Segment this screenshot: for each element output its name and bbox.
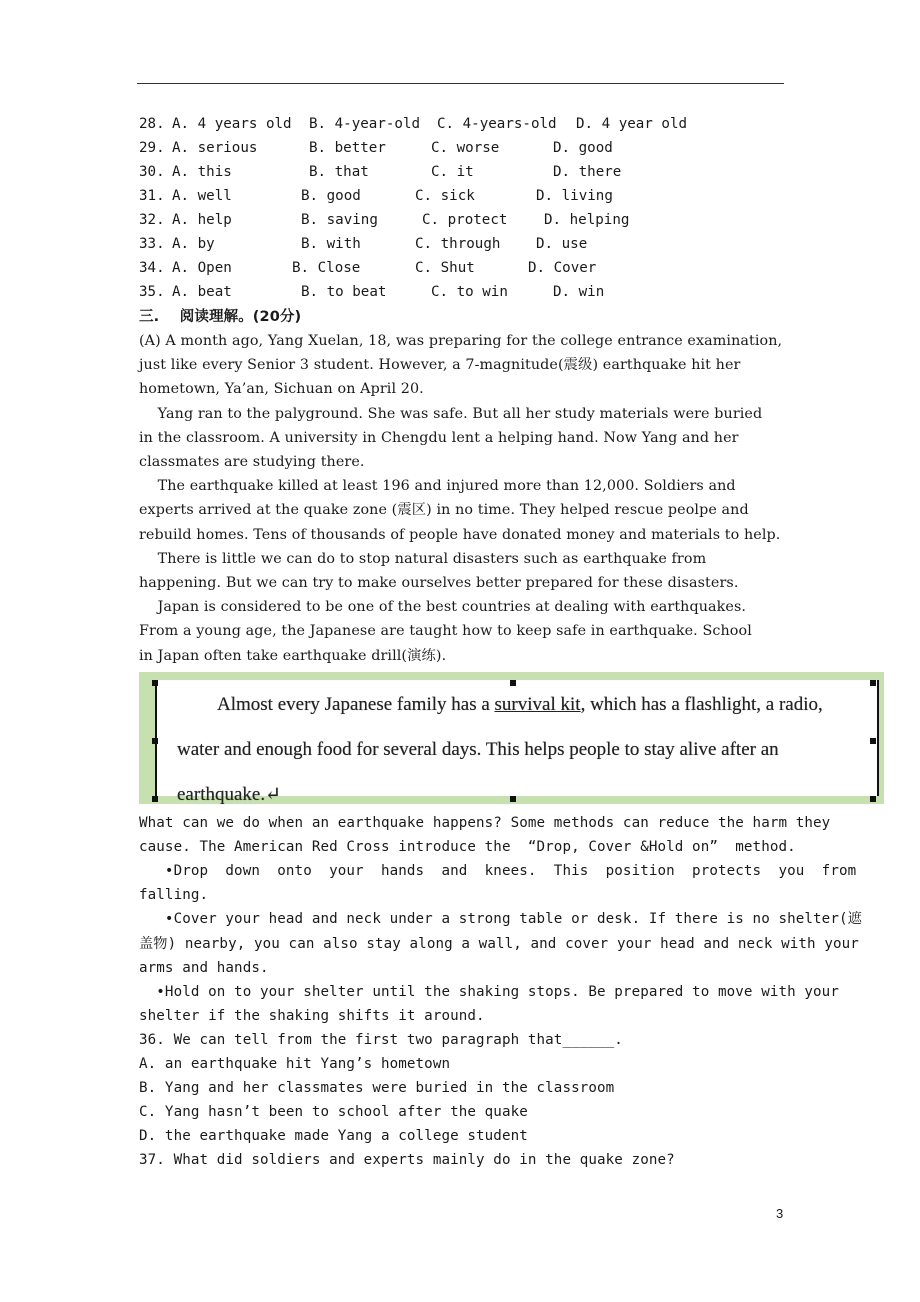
option-a: A. serious	[172, 140, 258, 156]
option-c: C. sick	[415, 188, 475, 204]
option-a: A. this	[172, 164, 232, 180]
option-b: B. with	[301, 236, 361, 252]
option-d: D. there	[553, 164, 622, 180]
question-line: A. an earthquake hit Yang’s hometown	[139, 1056, 451, 1072]
passage-line: From a young age, the Japanese are taught how to keep safe in earthquake. School	[139, 623, 752, 640]
option-b: B. better	[309, 140, 386, 156]
option-d: D. Cover	[528, 260, 597, 276]
resize-handle-tc[interactable]	[510, 680, 516, 686]
option-a: A. 4 years old	[172, 116, 292, 132]
method-line: shelter if the shaking shifts it around.	[139, 1007, 485, 1024]
passage-line: Yang ran to the palyground. She was safe. But all her study materials were buried	[139, 405, 763, 422]
question-number: 29.	[139, 140, 165, 156]
question-number: 32.	[139, 212, 165, 228]
box-line3: earthquake.↵	[177, 784, 282, 805]
option-c: C. it	[431, 164, 474, 180]
passage-line: (A) A month ago, Yang Xuelan, 18, was preparing for the college entrance examination,	[139, 333, 783, 349]
option-d: D. use	[536, 236, 588, 252]
question-line: C. Yang hasn’t been to school after the quake	[139, 1104, 528, 1121]
option-a: A. beat	[172, 284, 232, 300]
method-line: arms and hands.	[139, 959, 269, 976]
method-line: falling.	[139, 887, 209, 904]
box-line1-after: , which has a flashlight, a radio,	[580, 694, 823, 715]
box-line1-underlined: survival kit	[494, 694, 581, 715]
method-line: •Cover your head and neck under a strong table or desk. If there is no shelter(遮	[139, 911, 862, 928]
option-c: C. through	[415, 236, 501, 252]
option-c: C. protect	[422, 212, 508, 228]
passage-line: in the classroom. A university in Chengdu lent a helping hand. Now Yang and her	[139, 429, 739, 446]
passage-line: in Japan often take earthquake drill(演练).	[139, 647, 447, 664]
passage-line: happening. But we can try to make ourselves better prepared for these disasters.	[139, 575, 739, 591]
option-a: A. help	[172, 212, 232, 228]
method-line: •Drop down onto your hands and knees. This position protects you from	[139, 863, 857, 880]
resize-handle-bl[interactable]	[152, 796, 158, 802]
passage-line: classmates are studying there.	[139, 454, 365, 470]
option-d: D. good	[553, 140, 613, 156]
resize-handle-ml[interactable]	[152, 738, 158, 744]
option-b: B. to beat	[301, 284, 387, 300]
passage-line: There is little we can do to stop natural disasters such as earthquake from	[139, 550, 707, 567]
option-b: B. Close	[292, 260, 361, 276]
question-number: 30.	[139, 164, 165, 180]
option-d: D. helping	[544, 212, 630, 228]
method-line: 盖物) nearby, you can also stay along a wall, and cover your head and neck with your	[139, 935, 859, 952]
option-b: B. saving	[301, 212, 378, 228]
option-c: C. to win	[431, 284, 508, 300]
passage-line: Japan is considered to be one of the best countries at dealing with earthquakes.	[139, 599, 747, 616]
option-b: B. good	[301, 188, 361, 204]
question-number: 31.	[139, 188, 165, 204]
survival-kit-text	[177, 682, 877, 817]
question-number: 28.	[139, 116, 165, 132]
boxed-frame	[155, 680, 879, 805]
option-d: D. win	[553, 284, 605, 300]
box-line1-before: Almost every Japanese family has a	[217, 694, 495, 715]
box-line2: water and enough food for several days. This helps people to stay alive after an	[177, 739, 779, 760]
question-line: 36. We can tell from the first two paragraph that______.	[139, 1031, 623, 1048]
option-c: C. 4-years-old	[437, 116, 557, 132]
option-a: A. by	[172, 236, 215, 252]
resize-handle-bc[interactable]	[510, 796, 516, 802]
section-title: 三. 阅读理解。(20分)	[139, 309, 302, 325]
passage-line: The earthquake killed at least 196 and injured more than 12,000. Soldiers and	[139, 478, 736, 495]
option-b: B. that	[309, 164, 369, 180]
resize-handle-tr[interactable]	[870, 680, 876, 686]
method-line: •Hold on to your shelter until the shaking stops. Be prepared to move with your	[139, 983, 839, 1000]
question-number: 35.	[139, 284, 165, 300]
question-number: 33.	[139, 236, 165, 252]
header-rule	[137, 83, 784, 84]
option-a: A. well	[172, 188, 232, 204]
embedded-image-box	[139, 672, 884, 804]
passage-line: just like every Senior 3 student. However, a 7-magnitude(震级) earthquake hit her	[139, 357, 741, 374]
option-c: C. Shut	[415, 260, 475, 276]
method-line: cause. The American Red Cross introduce the “Drop, Cover &Hold on” method.	[139, 839, 796, 856]
option-d: D. living	[536, 188, 613, 204]
passage-line: rebuild homes. Tens of thousands of people have donated money and materials to help.	[139, 526, 781, 543]
option-a: A. Open	[172, 260, 232, 276]
question-line: D. the earthquake made Yang a college student	[139, 1128, 528, 1145]
method-line: What can we do when an earthquake happens? Some methods can reduce the harm they	[139, 815, 831, 831]
resize-handle-br[interactable]	[870, 796, 876, 802]
option-b: B. 4-year-old	[309, 116, 421, 132]
passage-line: experts arrived at the quake zone (震区) in no time. They helped rescue peolpe and	[139, 502, 749, 519]
passage-line: hometown, Ya’an, Sichuan on April 20.	[139, 381, 424, 398]
page-number: 3	[776, 1206, 784, 1221]
option-d: D. 4 year old	[576, 116, 688, 132]
question-line: B. Yang and her classmates were buried in the classroom	[139, 1080, 615, 1097]
question-line: 37. What did soldiers and experts mainly do in the quake zone?	[139, 1152, 675, 1169]
resize-handle-tl[interactable]	[152, 680, 158, 686]
question-number: 34.	[139, 260, 165, 276]
resize-handle-mr[interactable]	[870, 738, 876, 744]
option-c: C. worse	[431, 140, 500, 156]
